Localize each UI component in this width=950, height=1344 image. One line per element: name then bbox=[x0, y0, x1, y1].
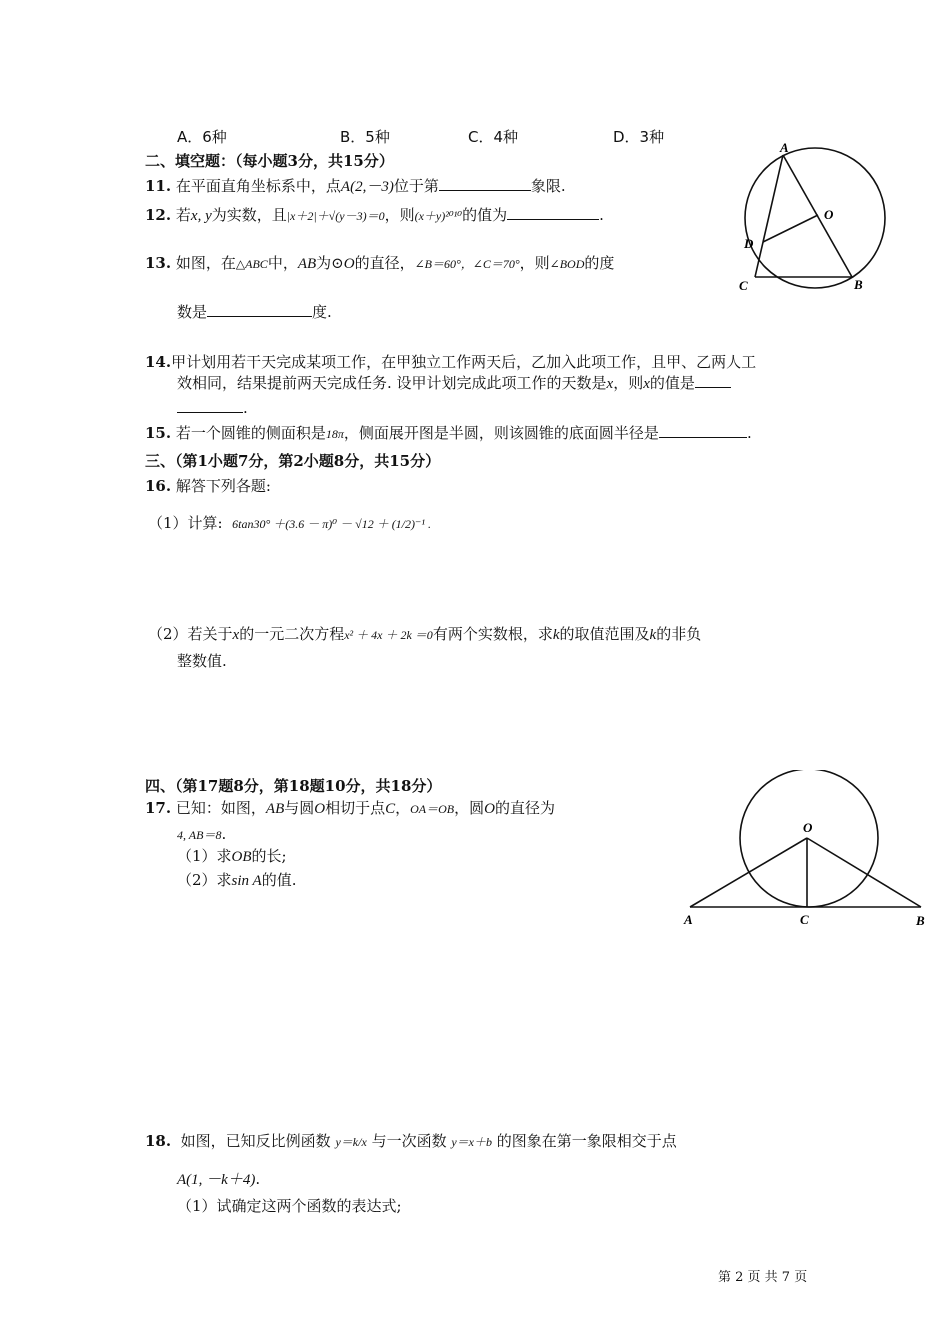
q15-text: ，侧面展开图是半圆，则该圆锥的底面圆半径是 bbox=[343, 424, 659, 442]
option-c: C．4种 bbox=[468, 128, 519, 146]
q17-text: 与圆 bbox=[284, 799, 315, 817]
option-a: A．6种 bbox=[177, 128, 227, 146]
q17-text: （1）求 bbox=[177, 847, 232, 865]
q18-function-1: y＝k/x bbox=[335, 1135, 367, 1149]
segment-oa bbox=[690, 838, 807, 907]
question-16-part1 bbox=[148, 513, 431, 534]
answer-blank[interactable] bbox=[507, 205, 599, 220]
q11-text: 象限. bbox=[530, 177, 566, 195]
q17-text: 的值. bbox=[261, 871, 297, 889]
answer-blank[interactable] bbox=[439, 176, 531, 191]
label-a: A bbox=[780, 140, 789, 155]
q12-vars: x, y bbox=[190, 208, 212, 224]
q12-expr2: (x＋y)²⁰¹⁰ bbox=[414, 209, 463, 223]
q17-end: . bbox=[221, 825, 227, 843]
question-number: 18. bbox=[145, 1132, 172, 1150]
question-16-part2 bbox=[148, 624, 701, 645]
q16-equation: x² ＋ 4x ＋ 2k ＝0 bbox=[344, 628, 433, 642]
question-14-line2 bbox=[177, 373, 731, 394]
q13-text: 如图，在 bbox=[175, 254, 236, 272]
label-a: A bbox=[684, 912, 693, 927]
q13-text: ，则 bbox=[519, 254, 550, 272]
q17-text: 的长; bbox=[251, 847, 287, 865]
question-12 bbox=[145, 205, 604, 226]
question-16 bbox=[145, 476, 271, 496]
q18-function-2: y＝x＋b bbox=[451, 1135, 493, 1149]
q18-end: . bbox=[255, 1170, 261, 1188]
q16-text: 解答下列各题: bbox=[175, 477, 271, 495]
q13-text: 数是 bbox=[177, 303, 208, 321]
option-d: D．3种 bbox=[613, 128, 665, 146]
question-17 bbox=[145, 798, 555, 819]
question-number: 16. bbox=[145, 477, 172, 495]
figure-circle-triangle bbox=[733, 138, 895, 298]
q17-text: 相切于点 bbox=[325, 799, 386, 817]
q16-k: k bbox=[552, 627, 560, 643]
label-d: D bbox=[744, 236, 754, 251]
q17-given: 4, AB＝8 bbox=[177, 828, 222, 842]
page-number: 第 2 页 共 7 页 bbox=[718, 1270, 808, 1285]
question-15 bbox=[145, 423, 752, 444]
section-2-title: 二、填空题：（每小题3分，共15分） bbox=[145, 152, 394, 170]
question-13-line2 bbox=[177, 302, 332, 322]
q18-text: 的图象在第一象限相交于点 bbox=[496, 1132, 677, 1150]
q12-text: 为实数，且 bbox=[211, 206, 287, 224]
q17-c: C bbox=[385, 801, 396, 817]
q13-ab: AB bbox=[297, 256, 317, 272]
figure-tangent-circle bbox=[680, 770, 935, 930]
segment-od bbox=[763, 215, 818, 242]
question-number: 11. bbox=[145, 177, 172, 195]
section-3-title: 三、（第1小题7分，第2小题8分，共15分） bbox=[145, 452, 441, 470]
q13-angles: ∠B＝60°，∠C＝70° bbox=[414, 257, 520, 271]
question-18 bbox=[145, 1131, 677, 1152]
q17-o: O bbox=[314, 801, 326, 817]
q17-ob: OB bbox=[231, 849, 252, 865]
q14-x: x bbox=[606, 376, 614, 392]
q17-text: 已知：如图， bbox=[175, 799, 266, 817]
circle-o bbox=[745, 148, 885, 288]
q14-text: 的值是 bbox=[649, 374, 695, 392]
segment-ob bbox=[807, 838, 921, 907]
q16-text: 有两个实数根，求 bbox=[432, 625, 553, 643]
question-16-part2-line2: 整数值. bbox=[177, 652, 227, 670]
question-13 bbox=[145, 253, 614, 274]
q15-area: 18π bbox=[325, 427, 344, 441]
question-18-line2 bbox=[177, 1169, 260, 1190]
q17-ab: AB bbox=[265, 801, 285, 817]
question-number: 15. bbox=[145, 424, 172, 442]
q17-text: ， bbox=[395, 799, 411, 817]
q17-text: 的直径为 bbox=[495, 799, 556, 817]
q13-text: 的度 bbox=[584, 254, 615, 272]
answer-blank[interactable] bbox=[695, 373, 731, 388]
q12-text: 若 bbox=[175, 206, 191, 224]
question-17-line2 bbox=[177, 824, 226, 845]
label-c: C bbox=[739, 278, 748, 293]
question-11 bbox=[145, 176, 566, 197]
q14-end: . bbox=[243, 399, 248, 417]
q17-text: （2）求 bbox=[177, 871, 232, 889]
question-number: 17. bbox=[145, 799, 172, 817]
q13-text: 的直径， bbox=[354, 254, 415, 272]
q16-x: x bbox=[232, 627, 240, 643]
q11-text: 在平面直角坐标系中，点 bbox=[175, 177, 341, 195]
q12-end: . bbox=[599, 206, 604, 224]
q17-equation: OA＝OB bbox=[410, 802, 455, 816]
label-b: B bbox=[916, 913, 925, 928]
q18-text: 与一次函数 bbox=[371, 1132, 447, 1150]
q14-x: x bbox=[643, 376, 650, 392]
q17-sin: sin A bbox=[231, 873, 262, 889]
q17-o: O bbox=[484, 801, 495, 817]
q12-text: ，则 bbox=[384, 206, 415, 224]
q17-text: ，圆 bbox=[454, 799, 485, 817]
q14-text: 甲计划用若干天完成某项工作，在甲独立工作两天后，乙加入此项工作，且甲、乙两人工 bbox=[171, 353, 757, 371]
question-18-part1: （1）试确定这两个函数的表达式; bbox=[177, 1197, 402, 1215]
q13-text: 中， bbox=[267, 254, 298, 272]
question-17-part1 bbox=[177, 846, 287, 867]
q13-bod: ∠BOD bbox=[549, 257, 585, 271]
q16-part1-label: （1）计算: bbox=[148, 514, 223, 532]
q13-triangle: △ABC bbox=[235, 257, 268, 271]
question-14 bbox=[145, 352, 756, 372]
label-b: B bbox=[854, 277, 863, 292]
q18-point: A(1, －k＋4) bbox=[177, 1172, 256, 1188]
q12-text: 的值为 bbox=[462, 206, 508, 224]
q15-end: . bbox=[746, 424, 752, 442]
question-14-line3 bbox=[177, 398, 248, 418]
label-o: O bbox=[824, 207, 834, 222]
section-4-title: 四、（第17题8分，第18题10分，共18分） bbox=[145, 777, 442, 795]
question-number: 12. bbox=[145, 206, 172, 224]
q12-expr: |x＋2|＋√(y－3)＝0 bbox=[286, 209, 385, 223]
q18-text: 如图，已知反比例函数 bbox=[180, 1132, 331, 1150]
question-number: 13. bbox=[145, 254, 172, 272]
q16-text: 的一元二次方程 bbox=[239, 625, 345, 643]
q15-text: 若一个圆锥的侧面积是 bbox=[175, 424, 326, 442]
answer-blank[interactable] bbox=[659, 423, 747, 438]
q16-text: 的非负 bbox=[656, 625, 702, 643]
q16-k: k bbox=[649, 627, 657, 643]
q16-text: 的取值范围及 bbox=[559, 625, 650, 643]
label-o: O bbox=[803, 820, 813, 835]
question-number: 14. bbox=[145, 353, 172, 371]
q11-text: 位于第 bbox=[393, 177, 439, 195]
label-c: C bbox=[800, 912, 809, 927]
option-b: B．5种 bbox=[340, 128, 390, 146]
q13-text: 为 bbox=[316, 254, 332, 272]
q16-text: （2）若关于 bbox=[148, 625, 233, 643]
q13-circle: ⊙O bbox=[331, 256, 355, 272]
q16-part1-expression: 6tan30° ＋(3.6 － π)⁰ － √12 ＋ (1/2)⁻¹ . bbox=[232, 517, 431, 531]
segment-ac bbox=[755, 155, 783, 277]
answer-blank[interactable] bbox=[177, 398, 243, 413]
q11-point: A(2,－3) bbox=[340, 179, 394, 195]
q14-text: ，则 bbox=[613, 374, 644, 392]
q14-text: 效相同，结果提前两天完成任务. 设甲计划完成此项工作的天数是 bbox=[177, 374, 607, 392]
answer-blank[interactable] bbox=[207, 302, 312, 317]
question-17-part2 bbox=[177, 870, 296, 891]
q13-text: 度. bbox=[312, 303, 332, 321]
